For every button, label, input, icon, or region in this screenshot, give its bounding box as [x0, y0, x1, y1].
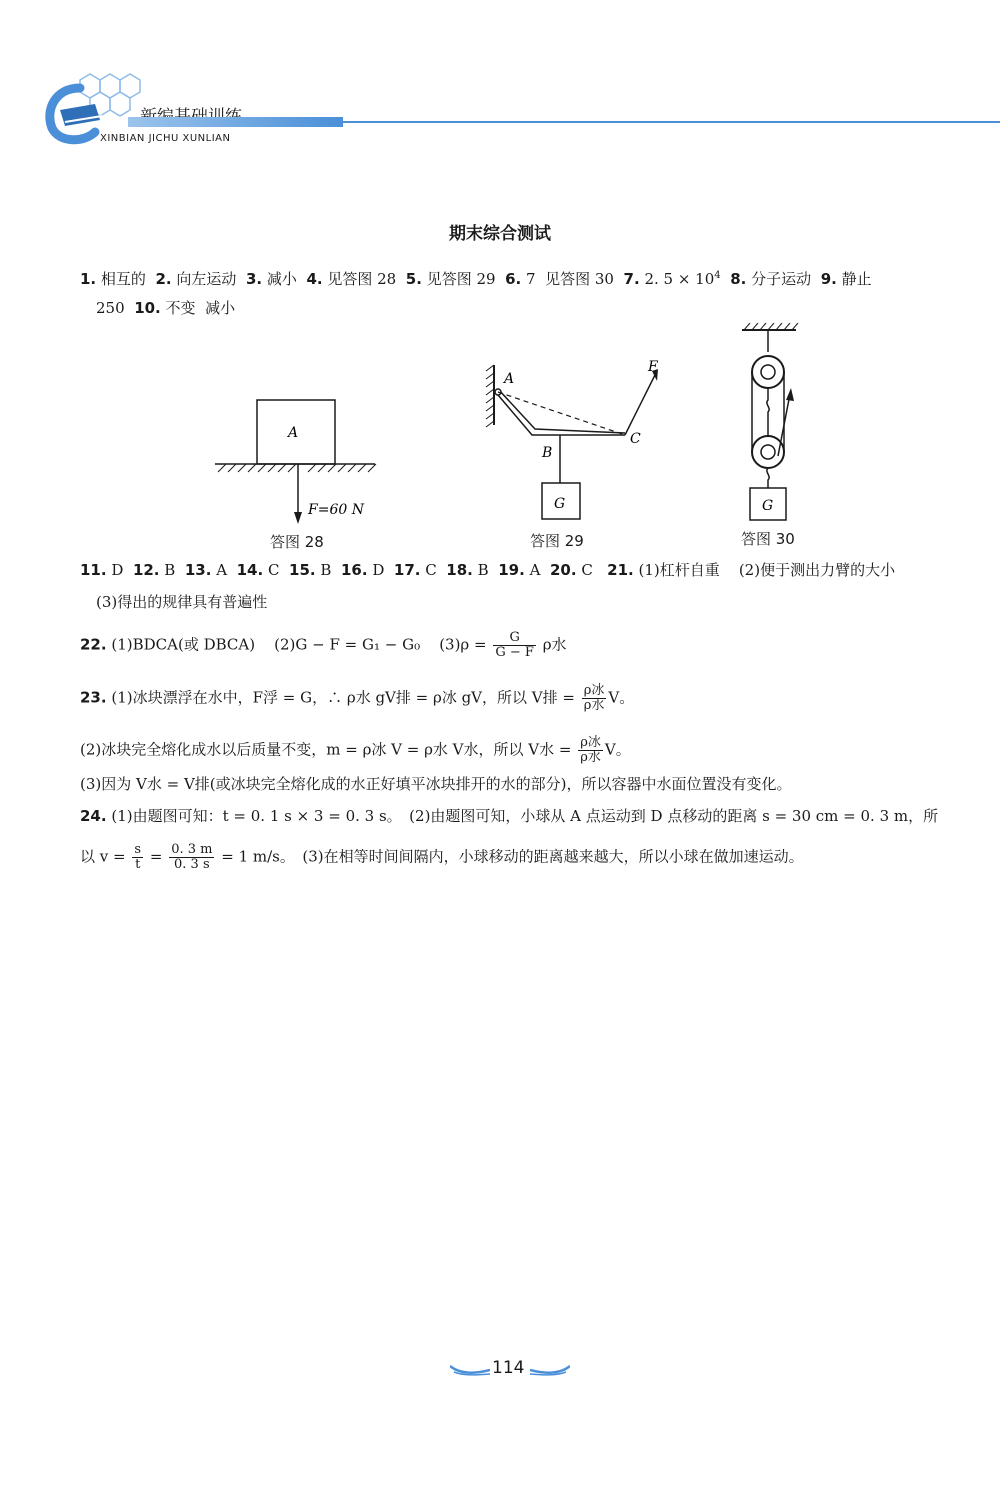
answer-q5: 见答图 29	[426, 270, 496, 288]
mc-number: 20.	[549, 561, 577, 579]
fig30-ceiling-hatch	[744, 323, 798, 330]
answers-line-2: 250 10. 不变 减小	[96, 299, 236, 317]
header-band	[128, 117, 343, 127]
mc-value: C	[425, 561, 437, 579]
mc-number: 14.	[236, 561, 264, 579]
fig29-wall-hatch	[486, 365, 494, 427]
mc-answer-11	[80, 561, 133, 579]
answer-q22-3b: ρ水	[542, 635, 567, 654]
wave-right-icon	[530, 1362, 570, 1376]
page-number-footer	[450, 1356, 570, 1384]
mc-answer-19	[498, 561, 550, 579]
answer-q4: 见答图 28	[327, 270, 397, 288]
q23-1-fraction: $\frac{\text{ρ冰}}{\text{ρ水}}$	[583, 683, 605, 713]
mc-value: B	[320, 561, 332, 579]
mc-answer-18	[446, 561, 498, 579]
mc-answer-14	[237, 561, 289, 579]
answer-q23-1: 23. (1)冰块漂浮在水中，F浮 = G，∴ ρ水 gV排 = ρ冰 gV，所以 V排 = $\frac{\text{ρ冰}}{\text{ρ水}}$ V。	[80, 683, 635, 713]
fig29-caption: 答图 29	[530, 532, 584, 550]
answer-q21-3: (3)得出的规律具有普遍性	[96, 593, 268, 611]
mc-answers	[80, 561, 602, 579]
answer-q3: 减小	[266, 270, 297, 288]
answer-q6a: 7	[526, 270, 536, 288]
answers-mc-line: 11. D 12. B 13. A 14. C 15. B 16. D 17. C 18. B 19. A 20. C 21. (1)杠杆自重 (2)便于测出力臂的大小	[80, 561, 896, 579]
mc-answer-20	[550, 561, 602, 579]
mc-value: B	[477, 561, 489, 579]
fig29-label-c: C	[630, 431, 641, 447]
header-subtitle: XINBIAN JICHU XUNLIAN	[100, 133, 231, 144]
mc-number: 18.	[446, 561, 473, 579]
q24-fraction-1: $\frac{s}{t}$	[134, 842, 142, 872]
answer-q22-3a: (3)ρ =	[439, 635, 487, 654]
fig30-pulley-fixed-inner	[761, 365, 775, 379]
mc-number: 12.	[132, 561, 160, 579]
q23-2-fraction: $\frac{\text{ρ冰}}{\text{ρ水}}$	[580, 735, 601, 765]
fig28-arrowhead	[294, 512, 302, 524]
answer-q2: 向左运动	[176, 270, 237, 288]
fig28-block-label: A	[288, 425, 299, 441]
answer-q21-2: (2)便于测出力臂的大小	[738, 561, 896, 579]
mc-value: C	[267, 561, 280, 579]
answer-q9a: 静止	[841, 270, 872, 288]
answer-q21-1: (1)杠杆自重	[638, 561, 720, 579]
page-title: 期末综合测试	[449, 224, 551, 244]
mc-number: 16.	[340, 561, 368, 579]
header-rule	[343, 121, 1000, 123]
fig29-label-a: A	[504, 371, 515, 387]
fig29-weight-label: G	[554, 496, 566, 512]
answer-q7-exp: 4	[714, 270, 721, 281]
fig29-lever-edge	[498, 389, 625, 433]
header	[0, 0, 1000, 160]
mc-answer-13	[185, 561, 237, 579]
mc-number: 19.	[498, 561, 525, 579]
page-number: 114	[492, 1358, 525, 1378]
fig29-lever	[498, 395, 625, 435]
fig28-force-label: F=60 N	[308, 502, 364, 518]
answer-q6b: 见答图 30	[545, 270, 614, 288]
mc-value: A	[529, 561, 541, 579]
mc-value: D	[372, 561, 385, 579]
mc-value: B	[164, 561, 176, 579]
wave-left-icon	[450, 1362, 490, 1376]
answer-q10b: 减小	[205, 299, 236, 317]
q24-fraction-2: $\frac{0. 3 m}{0. 3 s}$	[171, 842, 213, 872]
figure-28	[210, 390, 390, 530]
answer-q9b: 250	[96, 299, 125, 317]
fig30-hook-middle	[767, 388, 769, 436]
mc-value: C	[581, 561, 593, 579]
figure-30	[730, 320, 810, 525]
mc-answer-16	[341, 561, 394, 579]
fig29-label-b: B	[542, 445, 553, 461]
answer-q22-2: (2)G − F = G₁ − G₀	[274, 635, 421, 654]
fig29-dashed-arm	[498, 392, 625, 435]
answer-q10a: 不变	[165, 299, 196, 317]
answer-q8: 分子运动	[751, 270, 812, 288]
fig30-caption: 答图 30	[741, 530, 795, 548]
figure-29	[480, 355, 670, 525]
answer-q22-1: (1)BDCA(或 DBCA)	[111, 635, 256, 654]
fig30-pulley-fixed	[752, 356, 784, 388]
mc-number: 13.	[184, 561, 212, 579]
mc-answer-12	[133, 561, 185, 579]
answer-q24-1: 24. (1)由题图可知：t = 0. 1 s × 3 = 0. 3 s。 (2)由题图可知，小球从 A 点运动到 D 点移动的距离 s = 30 cm = 0. 3 m，所	[80, 807, 939, 825]
mc-value: D	[111, 561, 124, 579]
mc-value: A	[216, 561, 228, 579]
fig29-force-line	[625, 375, 655, 435]
answer-q1: 相互的	[100, 270, 146, 288]
mc-number: 15.	[289, 561, 316, 579]
answer-q22: 22. (1)BDCA(或 DBCA) (2)G − F = G₁ − G₀ (3)ρ = $\frac{G}{G - F}$ ρ水	[80, 630, 567, 660]
mc-answer-15	[289, 561, 341, 579]
answer-q23-3: (3)因为 V水 = V排(或冰块完全熔化成的水正好填平冰块排开的水的部分)，所以容器中水面位置没有变化。	[80, 775, 792, 793]
fig30-pulley-moving-inner	[761, 445, 775, 459]
answers-line-1: 1. 相互的 2. 向左运动 3. 减小 4. 见答图 28 5. 见答图 29 6. 7 见答图 30 7. 2. $5 \times 10^4$ 8. 分子运动 9. 静止	[80, 270, 872, 288]
answer-q24-2: 以 v = $\frac{s}{t}$ = $\frac{0. 3 m}{0. 3 s}$ = 1 m/s。 (3)在相等时间间隔内，小球移动的距离越来越大，所以小球在做加速运动。	[80, 842, 804, 872]
fig30-weight-label: G	[762, 498, 774, 514]
fig30-pull-arrowhead	[786, 388, 794, 401]
fig30-hook-bottom	[767, 468, 769, 488]
mc-number: 11.	[80, 561, 107, 579]
q22-fraction: $\frac{G}{G - F}$	[495, 630, 534, 660]
answer-q23-2: (2)冰块完全熔化成水以后质量不变，m = ρ冰 V = ρ水 V水，所以 V水 = $\frac{\text{ρ冰}}{\text{ρ水}}$ V。	[80, 735, 631, 765]
fig29-label-f: F	[648, 359, 658, 375]
answer-q7: 2. 5 × 10	[644, 270, 715, 288]
fig28-caption: 答图 28	[270, 533, 324, 551]
mc-answer-17	[394, 561, 446, 579]
fig28-ground-hatch	[218, 464, 376, 472]
mc-number: 17.	[393, 561, 421, 579]
